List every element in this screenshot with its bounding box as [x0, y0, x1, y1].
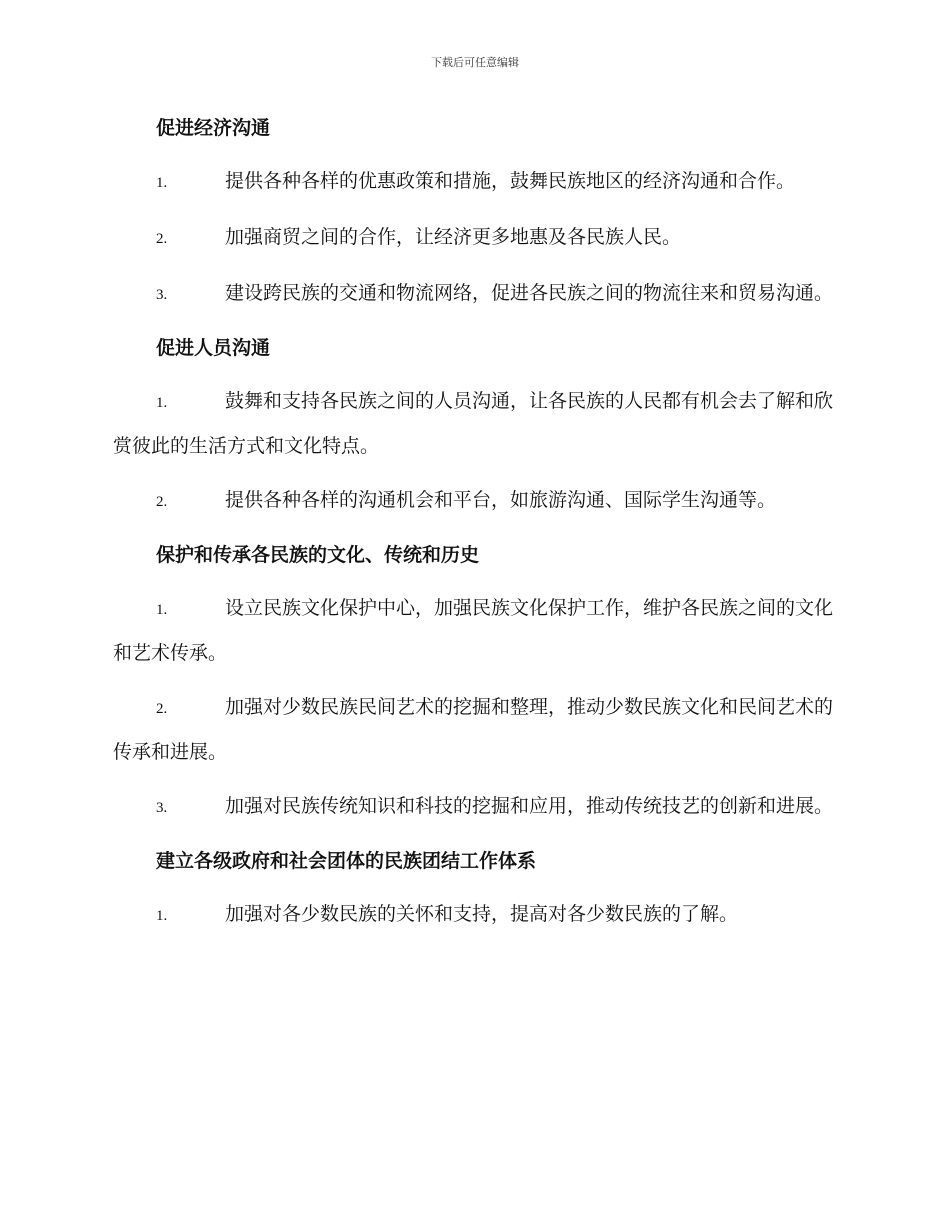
item-text: 加强对各少数民族的关怀和支持，提高对各少数民族的了解。 — [225, 903, 739, 925]
section-personnel-exchange — [113, 328, 833, 524]
item-number: 1. — [156, 908, 168, 924]
item-text: 鼓舞和支持各民族之间的人员沟通，让各民族的人民都有机会去了解和欣赏彼此的生活方式和文化特点。 — [113, 390, 834, 457]
section-heading: 建立各级政府和社会团体的民族团结工作体系 — [156, 850, 537, 872]
section-culture-heritage — [113, 535, 833, 830]
section-heading: 促进经济沟通 — [156, 117, 271, 139]
item-text: 建设跨民族的交通和物流网络，促进各民族之间的物流往来和贸易沟通。 — [225, 282, 834, 304]
list-item — [113, 160, 833, 205]
item-text: 加强对少数民族民间艺术的挖掘和整理，推动少数民族文化和民间艺术的传承和进展。 — [113, 696, 834, 763]
item-text: 提供各种各样的沟通机会和平台，如旅游沟通、国际学生沟通等。 — [225, 489, 777, 511]
list-item — [113, 686, 833, 774]
item-number: 2. — [156, 701, 168, 717]
list-item — [113, 272, 833, 317]
item-number: 2. — [156, 494, 168, 510]
list-item — [113, 380, 833, 468]
item-number: 1. — [156, 175, 168, 191]
section-economic-exchange — [113, 108, 833, 317]
section-heading: 促进人员沟通 — [156, 337, 271, 359]
item-text: 设立民族文化保护中心，加强民族文化保护工作，维护各民族之间的文化和艺术传承。 — [113, 597, 834, 664]
list-item — [113, 479, 833, 524]
list-item — [113, 893, 833, 938]
page-header: 下载后可任意编辑 — [431, 56, 519, 69]
section-heading: 保护和传承各民族的文化、传统和历史 — [156, 544, 480, 566]
item-number: 3. — [156, 800, 168, 816]
section-unity-system — [113, 841, 833, 938]
item-number: 3. — [156, 287, 168, 303]
item-number: 2. — [156, 231, 168, 247]
item-text: 加强商贸之间的合作，让经济更多地惠及各民族人民。 — [225, 226, 682, 248]
item-number: 1. — [156, 602, 168, 618]
document-body — [113, 108, 833, 949]
list-item — [113, 216, 833, 261]
list-item — [113, 587, 833, 675]
list-item — [113, 785, 833, 830]
item-text: 提供各种各样的优惠政策和措施，鼓舞民族地区的经济沟通和合作。 — [225, 170, 796, 192]
item-number: 1. — [156, 395, 168, 411]
item-text: 加强对民族传统知识和科技的挖掘和应用，推动传统技艺的创新和进展。 — [225, 795, 834, 817]
